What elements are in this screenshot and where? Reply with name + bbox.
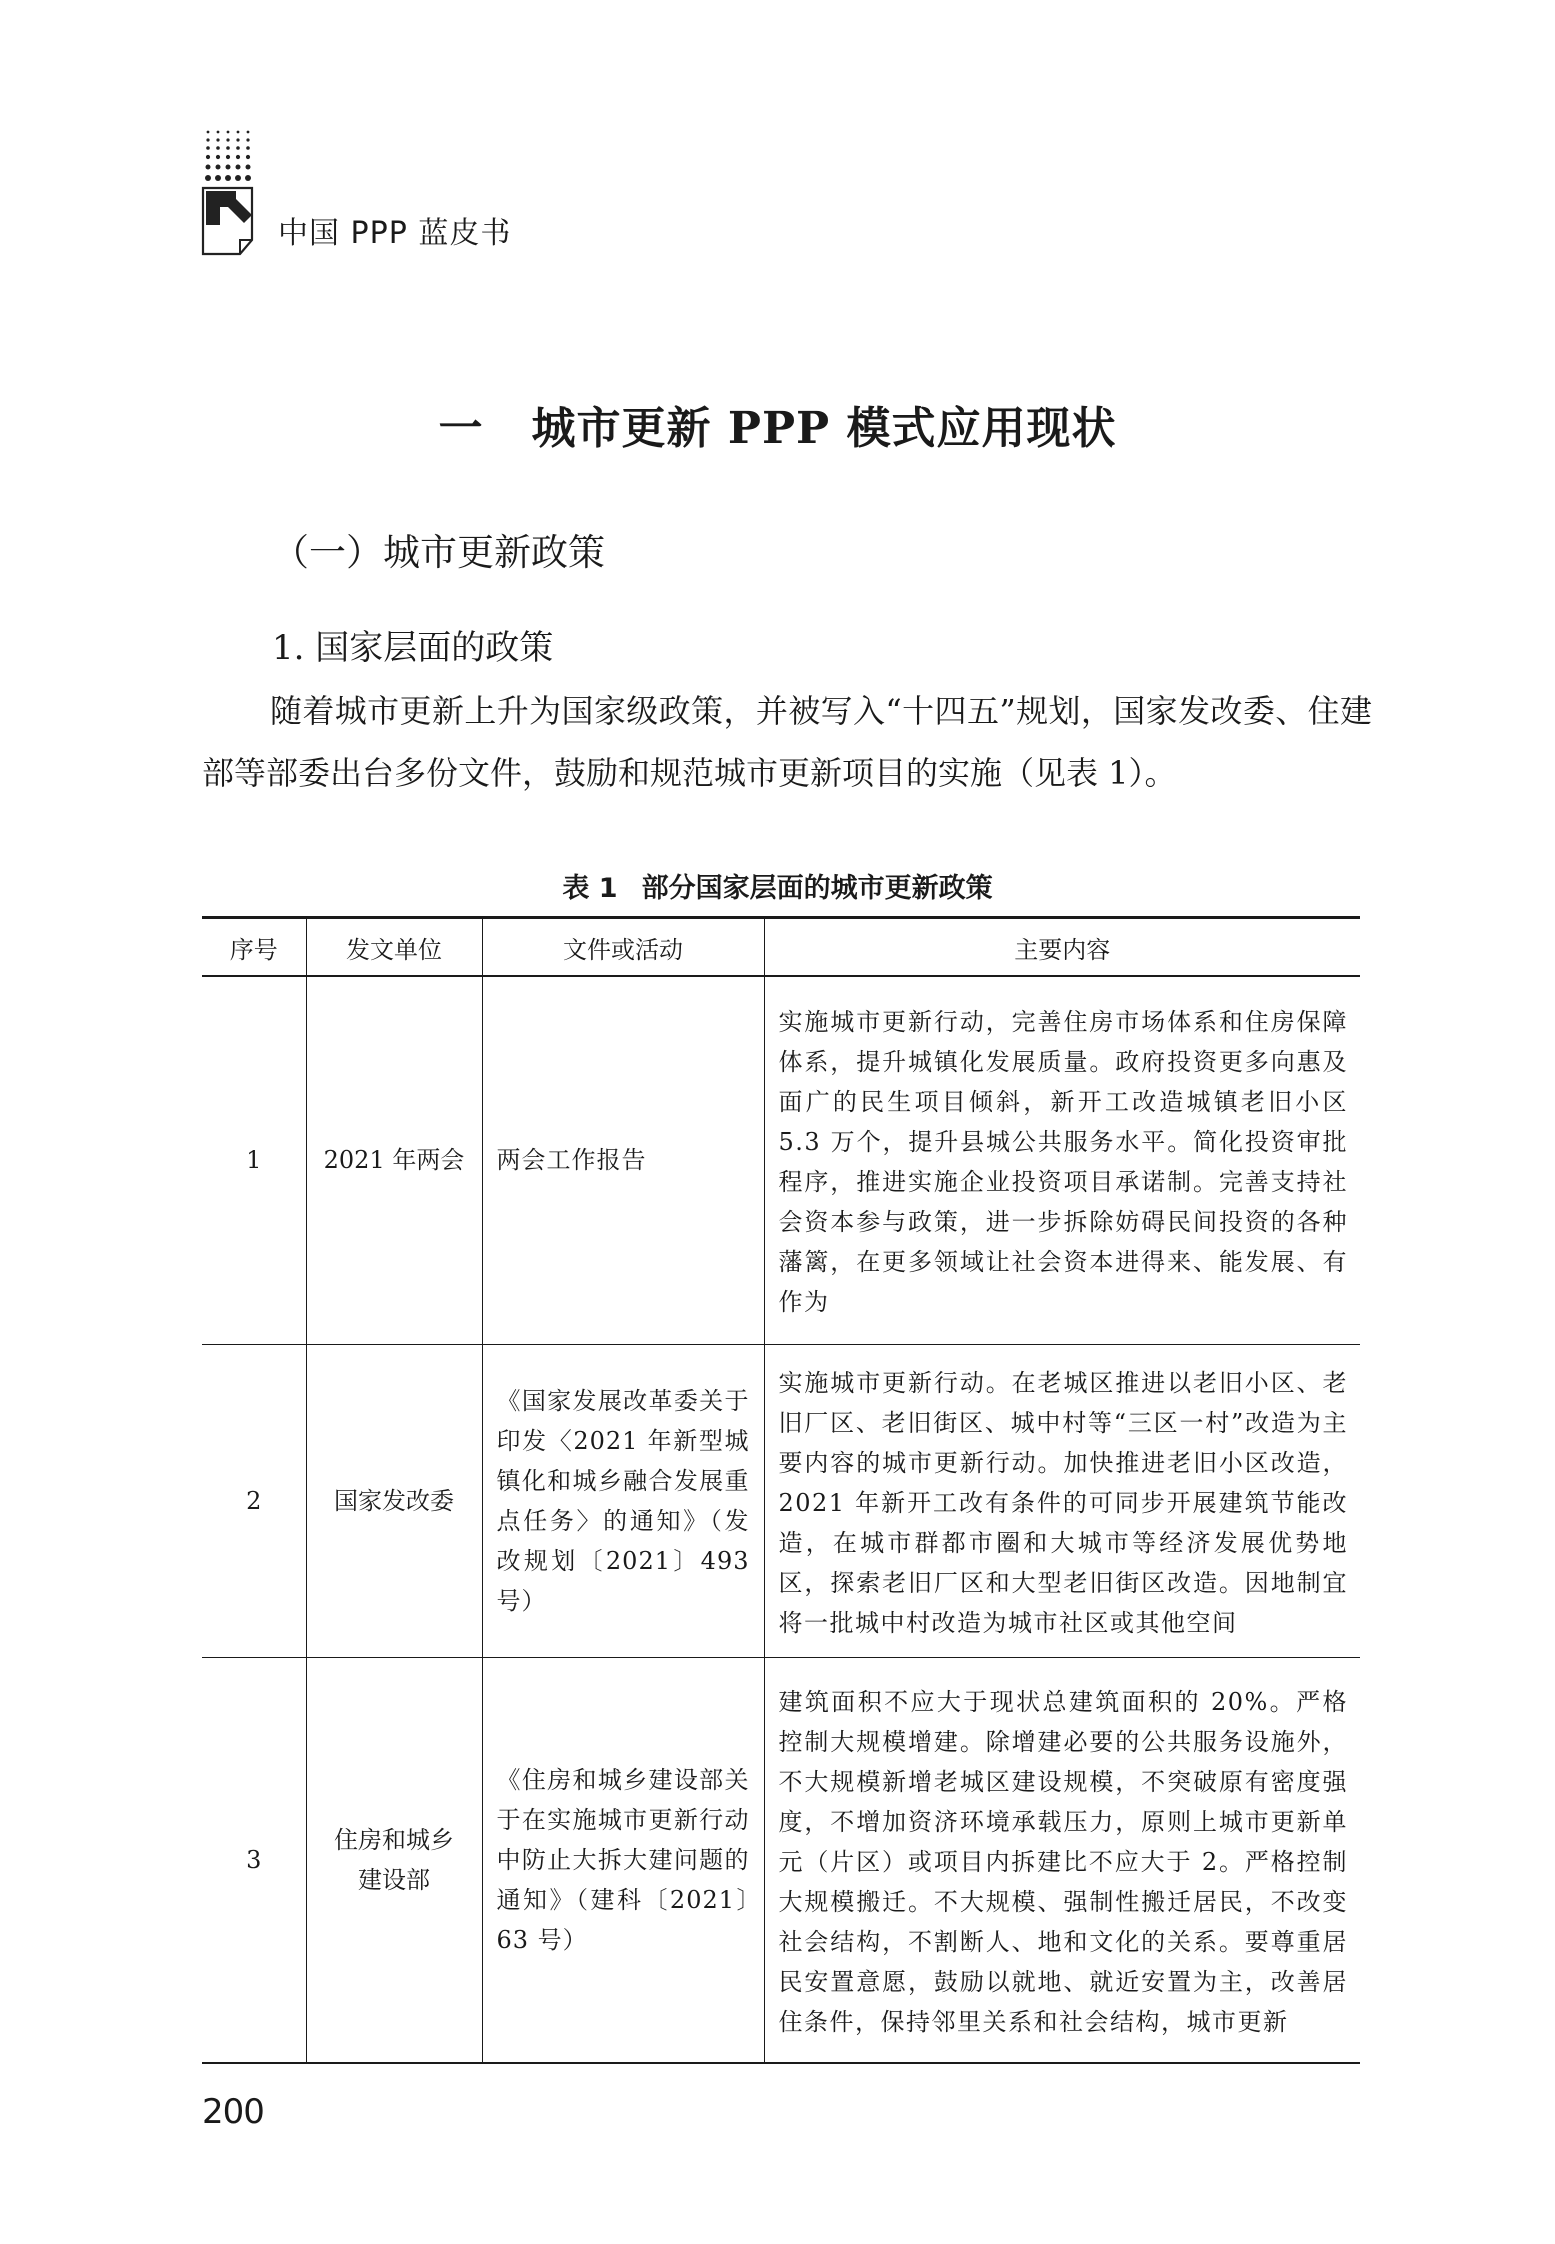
header-no: 序号 (202, 918, 306, 977)
subsection-title: 1. 国家层面的政策 (272, 628, 554, 668)
row-no: 3 (202, 1657, 306, 2063)
row-no: 1 (202, 976, 306, 1344)
row-unit: 2021 年两会 (306, 976, 482, 1344)
page-number: 200 (202, 2092, 264, 2132)
row-no: 2 (202, 1344, 306, 1657)
body-paragraph: 随着城市更新上升为国家级政策，并被写入“十四五”规划，国家发改委、住建部等部委出台多份文件，鼓励和规范城市更新项目的实施（见表 1）。 (202, 692, 1372, 792)
row-content: 建筑面积不应大于现状总建筑面积的 20%。严格控制大规模增建。除增建必要的公共服务设施外，不大规模新增老城区建设规模，不突破原有密度强度，不增加资济环境承载压力，原则上城市更新单元（片区）或项目内拆建比不应大于 2。严格控制大规模搬迁。不大规模、强制性搬迁居民，不改变社会结构，不割断人、地和文化的关系。要尊重居民安置意愿，鼓励以就地、就近安置为主，改善居住条件，保持邻里关系和社会结构，城市更新 (764, 1657, 1360, 2063)
row-doc: 《国家发展改革委关于印发〈2021 年新型城镇化和城乡融合发展重点任务〉的通知》（发改规划〔2021〕493 号） (482, 1344, 764, 1657)
header-doc: 文件或活动 (482, 918, 764, 977)
header-unit: 发文单位 (306, 918, 482, 977)
chapter-title (0, 392, 1555, 456)
table-caption-number: 表 1 (562, 873, 618, 904)
section-title: （一）城市更新政策 (272, 531, 605, 574)
row-unit: 住房和城乡建设部 (306, 1657, 482, 2063)
table-caption (0, 866, 1555, 905)
chapter-title-text: 城市更新 PPP 模式应用现状 (531, 403, 1117, 454)
policy-table (202, 916, 1360, 2064)
table-row (202, 1344, 1360, 1657)
table-header-row (202, 918, 1360, 977)
table-row (202, 1657, 1360, 2063)
header-content: 主要内容 (764, 918, 1360, 977)
row-doc: 《住房和城乡建设部关于在实施城市更新行动中防止大拆大建问题的通知》（建科〔2021〕63 号） (482, 1657, 764, 2063)
table-caption-title: 部分国家层面的城市更新政策 (641, 873, 993, 904)
row-content: 实施城市更新行动，完善住房市场体系和住房保障体系，提升城镇化发展质量。政府投资更多向惠及面广的民生项目倾斜，新开工改造城镇老旧小区 5.3 万个，提升县城公共服务水平。简化投资审批程序，推进实施企业投资项目承诺制。完善支持社会资本参与政策，进一步拆除妨碍民间投资的各种藩篱，在更多领域让社会资本进得来、能发展、有作为 (764, 976, 1360, 1344)
row-doc: 两会工作报告 (482, 976, 764, 1344)
row-unit: 国家发改委 (306, 1344, 482, 1657)
chapter-number: 一 (438, 403, 484, 454)
book-title: 中国 PPP 蓝皮书 (278, 216, 512, 251)
table-row (202, 976, 1360, 1344)
row-content: 实施城市更新行动。在老城区推进以老旧小区、老旧厂区、老旧街区、城中村等“三区一村”改造为主要内容的城市更新行动。加快推进老旧小区改造，2021 年新开工改有条件的可同步开展建筑节能改造，在城市群都市圈和大城市等经济发展优势地区，探索老旧厂区和大型老旧街区改造。因地制宜将一批城中村改造为城市社区或其他空间 (764, 1344, 1360, 1657)
book-arrow-logo-icon (200, 128, 262, 258)
